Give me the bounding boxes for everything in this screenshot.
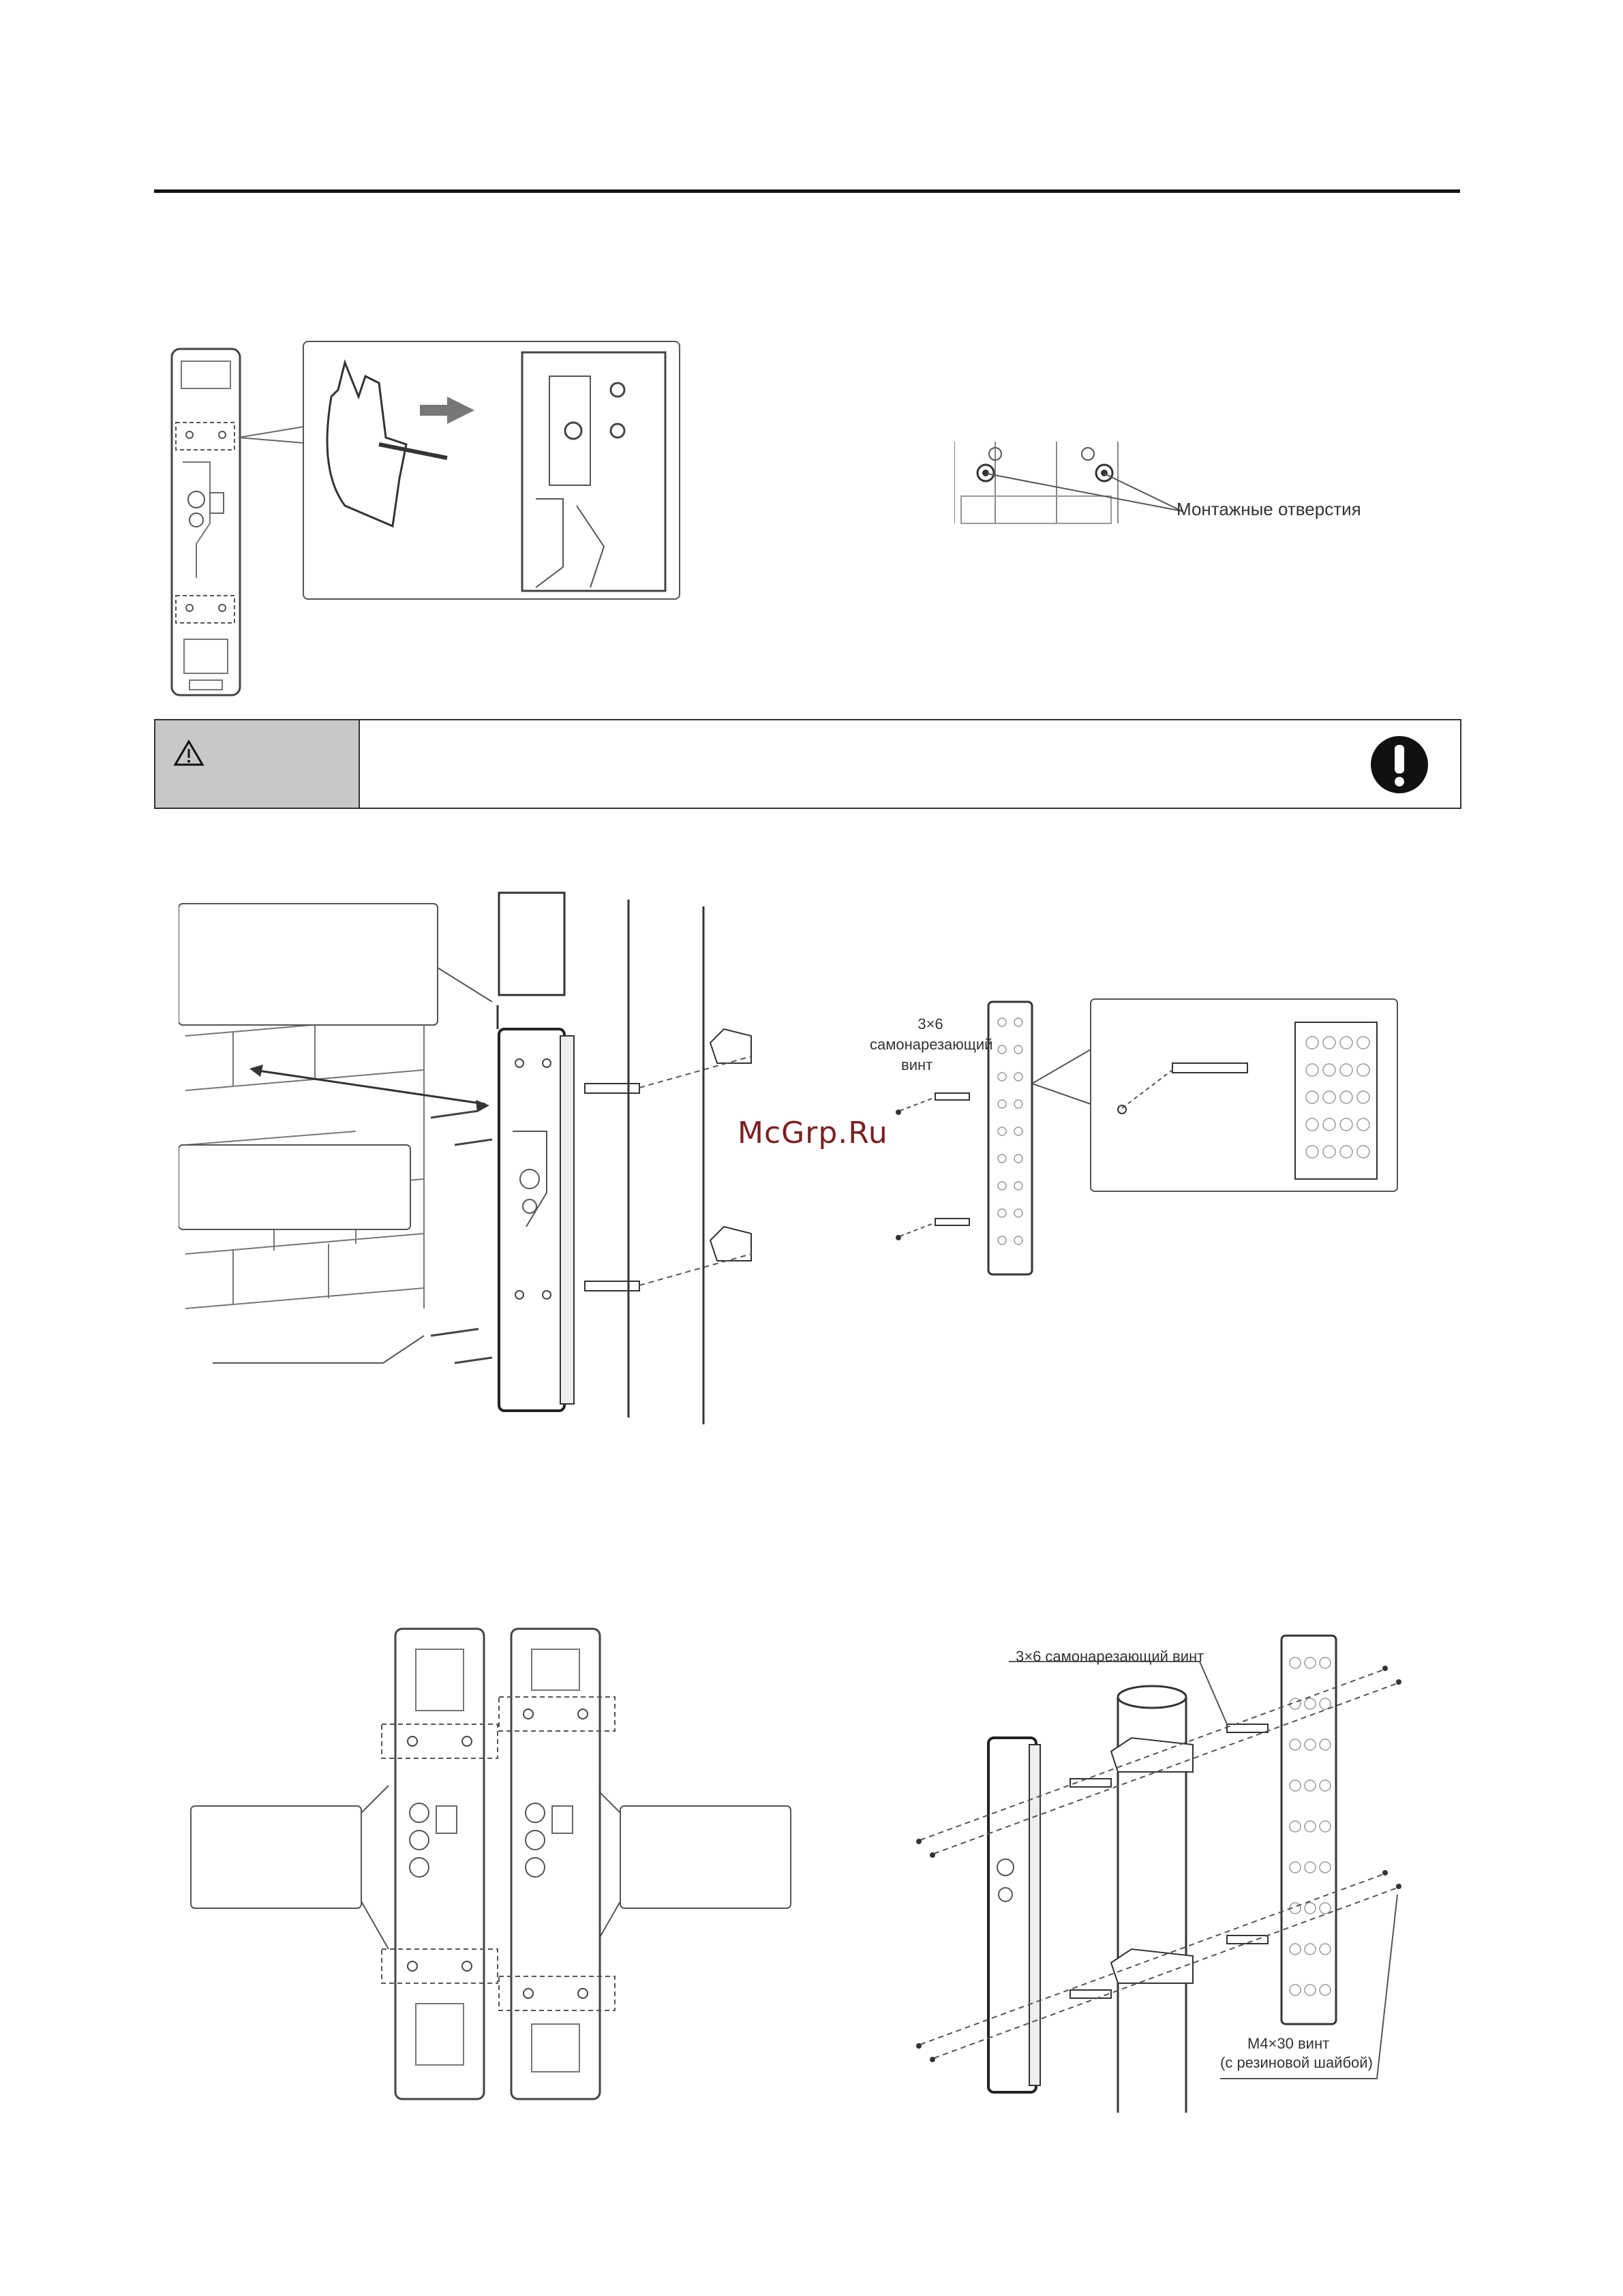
speaker-back-panel-figure: [169, 346, 244, 701]
pole-mount-figure: [907, 1622, 1452, 2113]
mounting-holes-label: Монтажные отверстия: [1177, 499, 1361, 519]
caution-label-cell: [155, 720, 360, 808]
wall-mount-figure: [179, 886, 778, 1424]
caution-box: [154, 719, 1461, 809]
screw-3x6-label-line1: 3×6: [917, 1015, 943, 1032]
zoom-leader-line: [239, 423, 307, 450]
watermark-text: McGrp.Ru: [738, 1116, 888, 1150]
exclamation-circle-icon: [1369, 734, 1430, 795]
top-rule: [154, 189, 1460, 193]
screw-3x6-label-line3: винт: [901, 1056, 933, 1073]
dual-back-panels-figure: [184, 1622, 798, 2113]
screw-m4-label-line1: M4×30 винт: [1247, 2035, 1330, 2052]
screw-3x6-label-line2: самонарезающий: [870, 1036, 993, 1053]
screwdriver-zoom-callout: [303, 341, 680, 600]
screw-3x6-inline-label: 3×6 самонарезающий винт: [1016, 1648, 1204, 1665]
warning-triangle-icon: [173, 739, 204, 767]
mounting-holes-leader: [987, 470, 1185, 518]
push-arrow-icon: [420, 397, 474, 424]
screw-m4-label-line2: (с резиновой шайбой): [1220, 2054, 1373, 2071]
